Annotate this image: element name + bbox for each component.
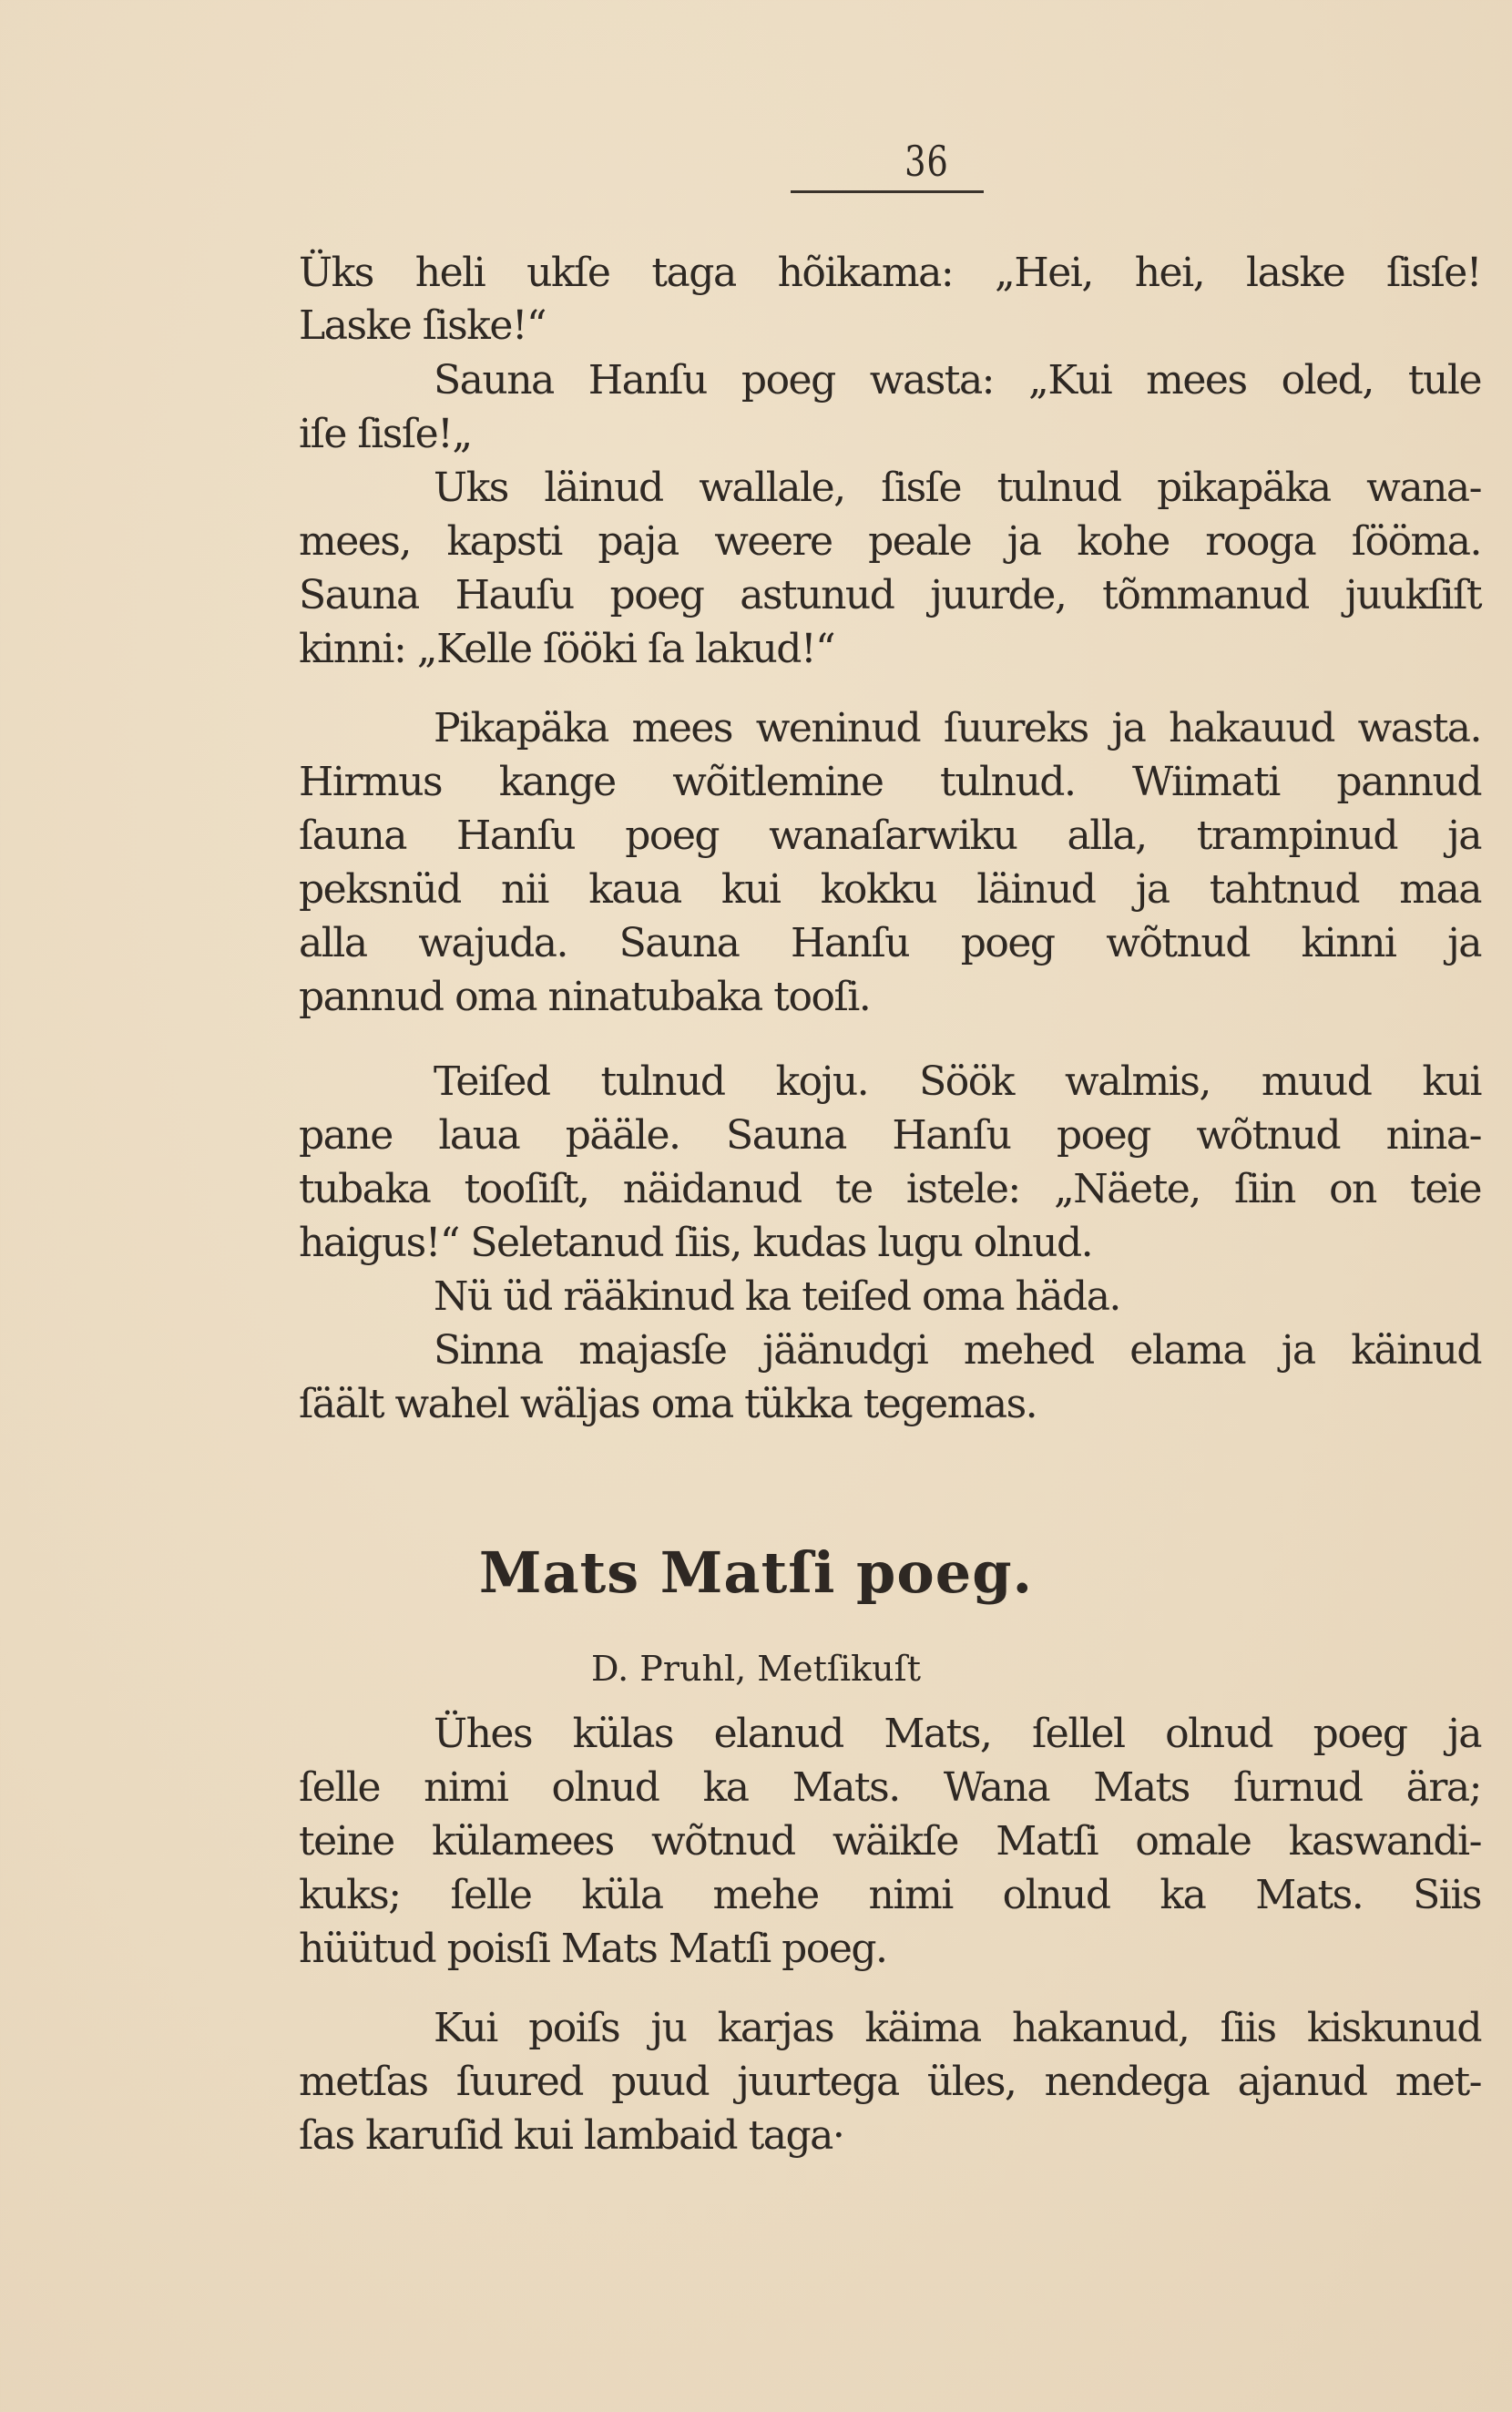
text-line: haigus!“ Seletanud ſiis, kudas lugu olnud.	[299, 1220, 1093, 1266]
text-line: teine külamees wõtnud wäikſe Matſi omale kaswandi-	[299, 1818, 1481, 1865]
text-line: ſelle nimi olnud ka Mats. Wana Mats ſurnud ära;	[299, 1764, 1481, 1811]
text-line: kuks; ſelle küla mehe nimi olnud ka Mats. Siis	[299, 1872, 1481, 1918]
text-line: Üks heli ukſe taga hõikama: „Hei, hei, laske ſisſe!	[299, 250, 1481, 296]
text-line: pannud oma ninatubaka tooſi.	[299, 974, 871, 1020]
text-line: kinni: „Kelle ſööki ſa lakud!“	[299, 626, 835, 672]
text-line: ſas karuſid kui lambaid taga·	[299, 2112, 844, 2159]
text-line: hüütud poisſi Mats Matſi poeg.	[299, 1926, 887, 1972]
text-line: Sauna Hauſu poeg astunud juurde, tõmmanud juukſiſt	[299, 572, 1481, 618]
text-line: Sinna majasſe jäänudgi mehed elama ja käinud	[434, 1327, 1481, 1374]
text-line: tubaka tooſiſt, näidanud te istele: „Näete, ſiin on teie	[299, 1166, 1481, 1212]
text-line: ſauna Hanſu poeg wanaſarwiku alla, trampinud ja	[299, 813, 1481, 859]
text-line: Sauna Hanſu poeg wasta: „Kui mees oled, tule	[434, 357, 1481, 404]
story-title: Mats Matſi poeg.	[478, 1539, 1034, 1606]
text-line: Laske ſiske!“	[299, 302, 547, 349]
text-line: Kui poiſs ju karjas käima hakanud, ſiis kiskunud	[434, 2005, 1481, 2051]
text-line: metſas ſuured puud juurtega üles, nendega ajanud met-	[299, 2059, 1481, 2105]
text-line: Ühes külas elanud Mats, ſellel olnud poeg ja	[434, 1711, 1481, 1757]
text-line: iſe ſisſe!„	[299, 411, 472, 457]
text-line: alla wajuda. Sauna Hanſu poeg wõtnud kinni ja	[299, 920, 1481, 966]
text-line: pane laua pääle. Sauna Hanſu poeg wõtnud nina-	[299, 1112, 1481, 1159]
text-line: mees, kapsti paja weere peale ja kohe rooga ſööma.	[299, 518, 1481, 565]
page-number-rule	[791, 190, 984, 193]
page-number: 36	[904, 137, 949, 186]
story-byline: D. Pruhl, Metſikuſt	[591, 1649, 921, 1689]
text-line: Hirmus kange wõitlemine tulnud. Wiimati pannud	[299, 759, 1481, 805]
text-line: ſäält wahel wäljas oma tükka tegemas.	[299, 1381, 1037, 1427]
text-line: peksnüd nii kaua kui kokku läinud ja tahtnud maa	[299, 866, 1481, 913]
text-line: Uks läinud wallale, ſisſe tulnud pikapäka wana-	[434, 465, 1481, 511]
text-line: Pikapäka mees weninud ſuureks ja hakauud wasta.	[434, 705, 1481, 751]
text-line: Teiſed tulnud koju. Söök walmis, muud kui	[434, 1058, 1481, 1105]
text-line: Nü üd rääkinud ka teiſed oma häda.	[434, 1273, 1120, 1320]
